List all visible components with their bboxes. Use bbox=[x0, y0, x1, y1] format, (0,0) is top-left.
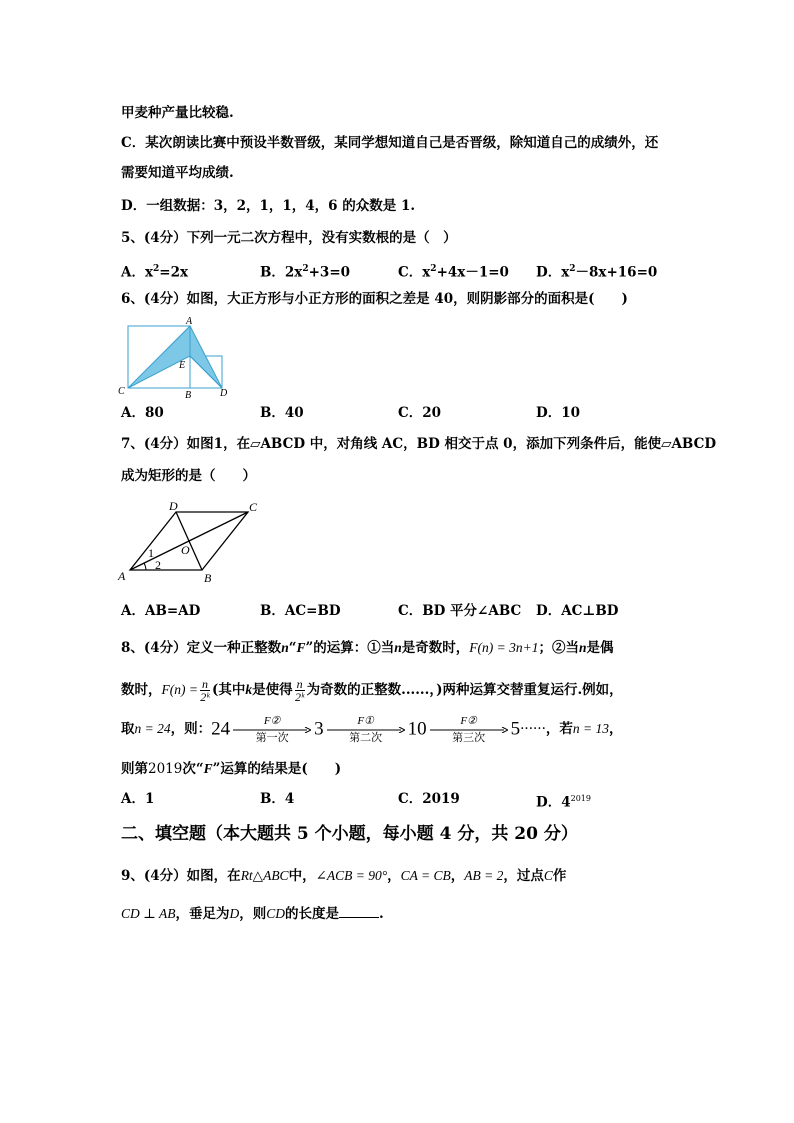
question-8-line-1: 8、(4分）定义一种正整数n“F”的运算：①当n是奇数时，F(n) = 3n+1；②当n是偶 bbox=[121, 640, 614, 656]
arrow-step-1: F② 第一次 bbox=[233, 715, 311, 745]
q7-parallelogram-figure bbox=[114, 496, 274, 588]
question-7-stem-2: 成为矩形的是（ ） bbox=[121, 468, 256, 484]
option-c-text: C．某次朗读比赛中预设半数晋级，某同学想知道自己是否晋级，除知道自己的成绩外，还 bbox=[121, 135, 659, 151]
question-7-stem: 7、(4分）如图1，在▱ABCD 中，对角线 AC，BD 相交于点 0，添加下列条件后，能使▱ABCD bbox=[121, 436, 717, 452]
text-line: 需要知道平均成绩. bbox=[121, 165, 234, 181]
q6-figure bbox=[114, 314, 238, 400]
arrow-step-2: F① 第二次 bbox=[327, 715, 405, 745]
question-5-stem: 5、(4分）下列一元二次方程中，没有实数根的是（ ） bbox=[121, 230, 457, 246]
q5-option-c: C．$x^2+4x-1=0$ bbox=[398, 264, 509, 281]
label-b: B bbox=[204, 571, 212, 585]
q7-option-c: C．BD 平分∠ABC bbox=[398, 603, 522, 619]
q6-option-d: D．10 bbox=[536, 405, 580, 421]
option-d-text: D．一组数据：3，2，1，1，4，6 的众数是 1. bbox=[121, 198, 416, 214]
label-d: D bbox=[220, 388, 228, 399]
label-c: C bbox=[118, 386, 125, 397]
q5-option-b: B．$2x^2+3=0$ bbox=[260, 264, 351, 281]
angle-2-label: 2 bbox=[155, 558, 161, 572]
q8-option-a: A．1 bbox=[121, 791, 155, 807]
text-line: 甲麦种产量比较稳. bbox=[121, 105, 234, 121]
label-a: A bbox=[118, 569, 126, 583]
label-d: D bbox=[169, 499, 178, 513]
question-8-line-3: 取n = 24，则：24 F② 第一次 3 F① 第二次 10 F② 第三次 5······，若n = 13， bbox=[121, 714, 623, 744]
fraction: $\frac{n}{\text{2ᵏ}}$ bbox=[294, 677, 305, 704]
q5-option-d: D．$x^2-8x+16=0$ bbox=[536, 264, 658, 281]
angle-1-label: 1 bbox=[148, 546, 154, 560]
q6-option-c: C．20 bbox=[398, 405, 442, 421]
q7-option-b: B．AC=BD bbox=[260, 603, 341, 619]
q7-option-d: D．AC⊥BD bbox=[536, 603, 619, 619]
q8-option-b: B．4 bbox=[260, 791, 295, 807]
q8-option-d: D．$4^{2019}$ bbox=[536, 794, 591, 811]
shaded-triangle bbox=[128, 326, 190, 388]
label-a: A bbox=[186, 316, 193, 327]
shaded-triangle bbox=[190, 326, 222, 388]
q8-option-c: C．2019 bbox=[398, 791, 460, 807]
question-9-line-1: 9、(4分）如图，在Rt△ABC中，∠ACB = 90°，CA = CB，AB = 2，过点C作 bbox=[121, 868, 567, 884]
section-title: 二、填空题（本大题共 5 个小题，每小题 4 分，共 20 分） bbox=[121, 824, 578, 844]
label-o: O bbox=[181, 543, 190, 557]
label-e: E bbox=[179, 360, 186, 371]
label-b: B bbox=[185, 390, 192, 400]
question-6-stem: 6、(4分）如图，大正方形与小正方形的面积之差是 40，则阴影部分的面积是( ) bbox=[121, 291, 628, 307]
question-8-line-4: 则第2019次“F”运算的结果是( ) bbox=[121, 761, 342, 777]
label-c: C bbox=[249, 500, 258, 514]
question-9-line-2: CD ⊥ AB，垂足为D，则CD的长度是 . bbox=[121, 903, 384, 924]
q6-option-b: B．40 bbox=[260, 405, 304, 421]
q5-option-a: A．$x^2=2x$ bbox=[121, 264, 189, 281]
q6-option-a: A．80 bbox=[121, 405, 164, 421]
question-8-line-2: 数时，F(n) = $\frac{n}{\text{2ᵏ}}$ (其中k是使得 $\frac{n}{\text{2ᵏ}}$ 为奇数的正整数......，)两种运算交替重复运行.例如， bbox=[121, 677, 623, 704]
arrow-step-3: F② 第三次 bbox=[430, 715, 508, 745]
fraction: $\frac{n}{\text{2ᵏ}}$ bbox=[200, 677, 210, 704]
q7-option-a: A．AB=AD bbox=[121, 603, 201, 619]
answer-blank[interactable] bbox=[339, 903, 379, 918]
